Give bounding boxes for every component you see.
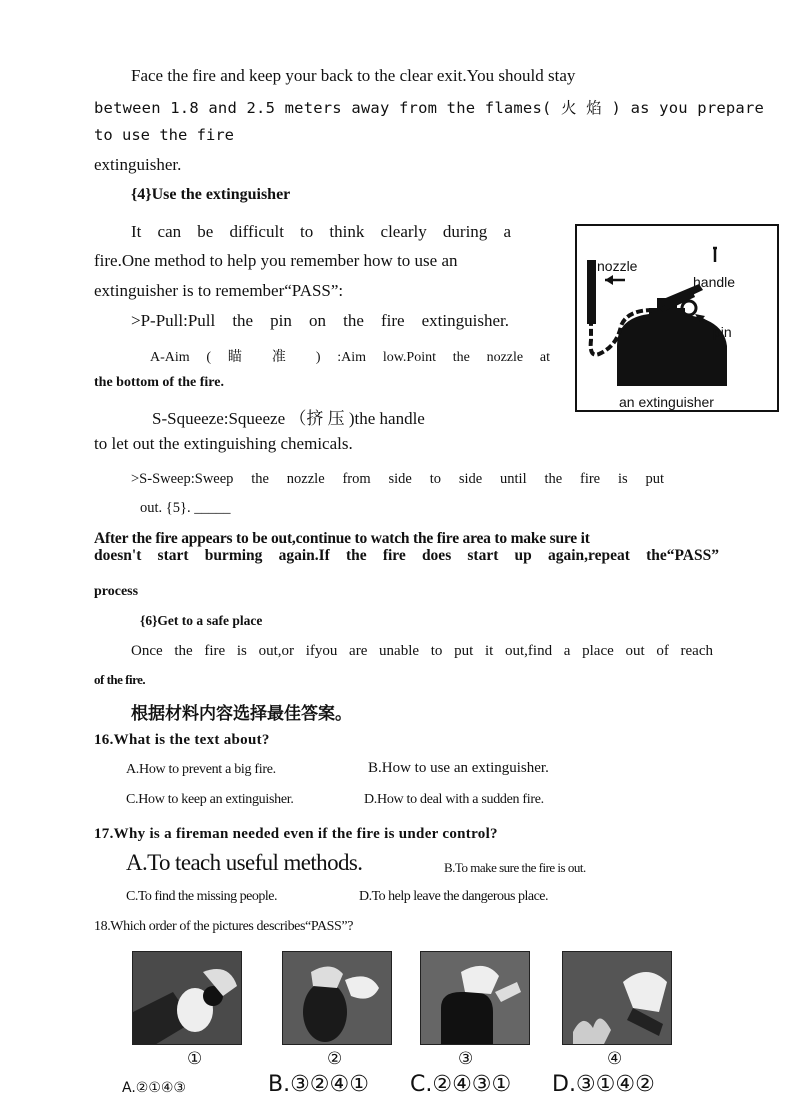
step4-sweep-line2: out. {5}. _____ (140, 500, 231, 516)
q18-option-a: A.②①④③ (122, 1080, 186, 1096)
step3-line4: extinguisher. (94, 155, 182, 174)
q18-option-b: B.③②④① (268, 1072, 369, 1097)
q18-option-c: C.②④③① (410, 1072, 512, 1097)
step4-squeeze-line1: S-Squeeze:Squeeze （挤 压 )the handle (152, 409, 425, 428)
picture-1-label: ① (187, 1049, 203, 1069)
step4-after-line3: process (94, 584, 139, 599)
step4-after-line2: doesn't start burming again.If the fire does start up again,repeat the“PASS” (94, 547, 719, 564)
step4-aim-line1: A-Aim ( 瞄 准 ) :Aim low.Point the nozzle at (150, 350, 550, 365)
step4-para-line3: extinguisher is to remember“PASS”: (94, 281, 344, 300)
step3-line3: to use the fire (94, 126, 234, 144)
extinguisher-figure (575, 224, 779, 412)
step4-para-line2: fire.One method to help you remember how to use an (94, 251, 458, 270)
step6-line2: of the fire. (94, 672, 146, 687)
q17-question: 17.Why is a fireman needed even if the fire is under control? (94, 826, 498, 842)
q16-question: 16.What is the text about? (94, 732, 270, 748)
nozzle-label: nozzle (597, 258, 638, 274)
step6-line1: Once the fire is out,or ifyou are unable to put it out,find a place out of reach (131, 643, 713, 659)
picture-2-label: ② (327, 1049, 343, 1069)
q17-option-d: D.To help leave the dangerous place. (359, 889, 548, 904)
step4-after-line1: After the fire appears to be out,continue to watch the fire area to make sure it (94, 530, 590, 547)
step3-line1: Face the fire and keep your back to the clear exit.You should stay (131, 66, 576, 85)
q16-option-a: A.How to prevent a big fire. (126, 762, 276, 777)
figure-caption: an extinguisher (619, 394, 714, 410)
picture-3 (420, 951, 530, 1045)
step4-squeeze-line2: to let out the extinguishing chemicals. (94, 434, 353, 453)
q17-option-b: B.To make sure the fire is out. (444, 860, 586, 875)
step4-heading: {4}Use the extinguisher (131, 186, 291, 203)
pin-label: pin (713, 324, 732, 340)
q17-option-a: A.To teach useful methods. (126, 850, 363, 875)
q18-option-d: D.③①④② (552, 1072, 655, 1097)
extinguisher-drawing (577, 226, 777, 410)
picture-4-label: ④ (607, 1049, 623, 1069)
step4-sweep-line1: >S-Sweep:Sweep the nozzle from side to side until the fire is put (131, 471, 664, 487)
q16-option-d: D.How to deal with a sudden fire. (364, 792, 544, 807)
q17-option-c: C.To find the missing people. (126, 889, 277, 904)
q16-option-c: C.How to keep an extinguisher. (126, 792, 294, 807)
picture-3-label: ③ (458, 1049, 474, 1069)
step6-heading: {6}Get to a safe place (140, 613, 263, 628)
question-instruction: 根据材料内容选择最佳答案。 (131, 704, 352, 724)
step4-para-line1: It can be difficult to think clearly during a (131, 222, 511, 241)
step4-aim-line2: the bottom of the fire. (94, 375, 224, 390)
picture-4 (562, 951, 672, 1045)
handle-label: handle (693, 274, 736, 290)
q18-question: 18.Which order of the pictures describes“PASS”? (94, 919, 354, 934)
picture-2 (282, 951, 392, 1045)
step3-line2: between 1.8 and 2.5 meters away from the flames( 火 焰 ) as you prepare (94, 99, 765, 117)
step4-pull: >P-Pull:Pull the pin on the fire extinguisher. (131, 311, 509, 330)
picture-1 (132, 951, 242, 1045)
q16-option-b: B.How to use an extinguisher. (368, 760, 549, 776)
